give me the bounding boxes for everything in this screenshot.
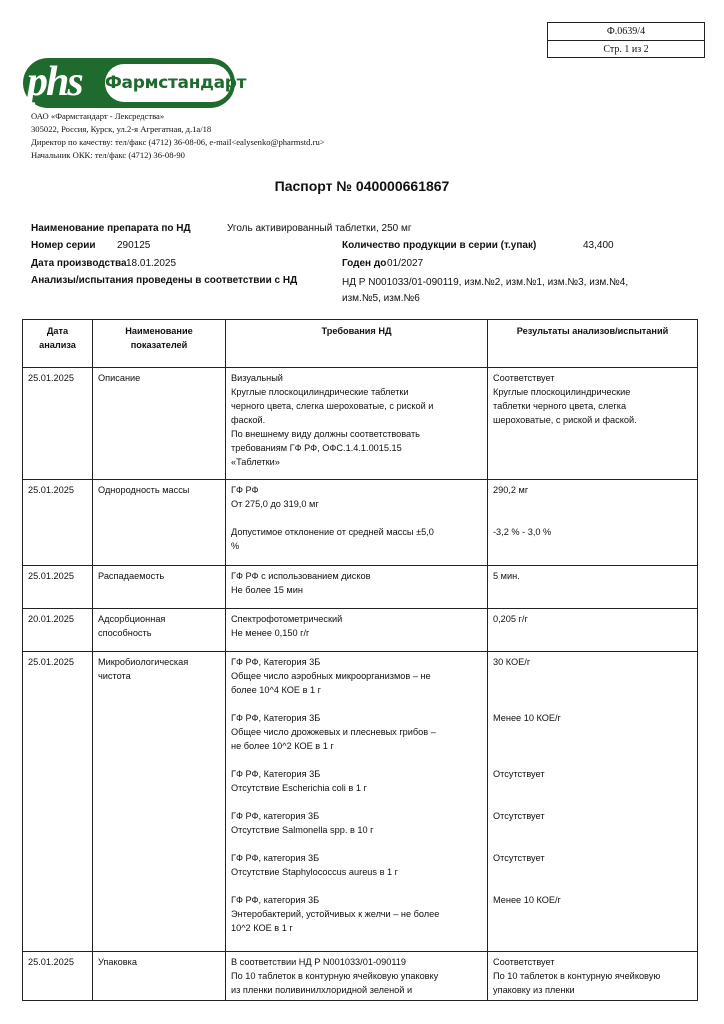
qc-head-contact: Начальник ОКК: тел/факс (4712) 36-08-90	[31, 150, 185, 160]
nd-reference	[342, 275, 628, 307]
quantity-value: 43,400	[583, 240, 614, 251]
col-date: Дата анализа	[23, 320, 93, 368]
requirement: ГФ РФ, Категория 3Б Общее число аэробных микроорганизмов – не более 10^4 КОЕ в 1 г ГФ РФ, Категория 3Б Общее число дрожжевых и плесневых грибов – не более 10^2 КОЕ в 1 г ГФ РФ, Категория 3Б Отсутствие Escherichia coli в 1 г ГФ РФ, категория 3Б Отсутствие Salmonella spp. в 10 г ГФ РФ, категория 3Б Отсутствие Staphylococcus aureus в 1 г ГФ РФ, категория 3Б Энтеробактерий, устойчивых к желчи – не более 10^2 КОЕ в 1 г	[226, 652, 488, 952]
indicator-name: Описание	[93, 368, 226, 480]
drug-name-value: Уголь активированный таблетки, 250 мг	[227, 223, 412, 234]
form-code: Ф.0639/4	[548, 23, 704, 41]
logo-name: Фармстандарт	[105, 64, 231, 102]
requirement: Визуальный Круглые плоскоцилиндрические таблетки черного цвета, слегка шероховатые, с риской и фаской. По внешнему виду должны соответствовать требованиям ГФ РФ, ОФС.1.4.1.0015.15 «Таблетки»	[226, 368, 488, 480]
analysis-date: 25.01.2025	[23, 480, 93, 566]
tests-basis-label: Анализы/испытания проведены в соответствии с НД	[31, 275, 298, 286]
quantity-label: Количество продукции в серии (т.упак)	[342, 240, 537, 251]
result: Соответствует Круглые плоскоцилиндрические таблетки черного цвета, слегка шероховатые, с риской и фаской.	[488, 368, 698, 480]
drug-name-row	[31, 223, 191, 234]
company-name: ОАО «Фармстандарт - Лексредства»	[31, 111, 165, 121]
series-value: 290125	[117, 240, 151, 251]
indicator-name: Упаковка	[93, 952, 226, 1001]
result: Соответствует По 10 таблеток в контурную ячейковую упаковку из пленки	[488, 952, 698, 1001]
quality-director-contact: Директор по качеству: тел/факс (4712) 36-08-06, e-mail<ealysenko@pharmstd.ru>	[31, 137, 325, 147]
passport-title: Паспорт № 040000661867	[274, 178, 450, 194]
table-row	[23, 609, 698, 652]
table-row	[23, 368, 698, 480]
page-counter: Стр. 1 из 2	[603, 44, 649, 55]
indicator-name: Микробиологическая чистота	[93, 652, 226, 952]
analysis-date: 20.01.2025	[23, 609, 93, 652]
expiry-label: Годен до	[342, 258, 387, 269]
analysis-table	[22, 319, 698, 1001]
result: 0,205 г/г	[488, 609, 698, 652]
analysis-date: 25.01.2025	[23, 566, 93, 609]
indicator-name: Однородность массы	[93, 480, 226, 566]
company-logo	[23, 58, 247, 108]
production-date-value: 18.01.2025	[126, 258, 177, 269]
analysis-date: 25.01.2025	[23, 652, 93, 952]
company-address: 305022, Россия, Курск, ул.2-я Агрегатная, д.1а/18	[31, 124, 212, 134]
indicator-name: Адсорбционная способность	[93, 609, 226, 652]
company-details	[31, 110, 325, 162]
requirement: В соответствии НД Р N001033/01-090119 По 10 таблеток в контурную ячейковую упаковку из пленки поливинилхлоридной зеленой и	[226, 952, 488, 1001]
analysis-date: 25.01.2025	[23, 368, 93, 480]
requirement: ГФ РФ с использованием дисков Не более 15 мин	[226, 566, 488, 609]
expiry-value: 01/2027	[387, 258, 424, 269]
col-results: Результаты анализов/испытаний	[488, 320, 698, 368]
requirement: ГФ РФ От 275,0 до 319,0 мг Допустимое отклонение от средней массы ±5,0 %	[226, 480, 488, 566]
table-row	[23, 652, 698, 952]
indicator-name: Распадаемость	[93, 566, 226, 609]
table-row	[23, 480, 698, 566]
table-row	[23, 952, 698, 1001]
series-label: Номер серии	[31, 240, 96, 251]
nd-line-2: изм.№5, изм.№6	[342, 293, 420, 304]
result: 30 КОЕ/г Менее 10 КОЕ/г Отсутствует Отсутствует Отсутствует Менее 10 КОЕ/г	[488, 652, 698, 952]
requirement: Спектрофотометрический Не менее 0,150 г/г	[226, 609, 488, 652]
drug-name-label: Наименование препарата по НД	[31, 223, 191, 234]
table-header	[23, 320, 698, 368]
nd-line-1: НД Р N001033/01-090119, изм.№2, изм.№1, изм.№3, изм.№4,	[342, 277, 629, 288]
result: 290,2 мг -3,2 % - 3,0 %	[488, 480, 698, 566]
result: 5 мин.	[488, 566, 698, 609]
form-number-box	[547, 22, 705, 58]
analysis-date: 25.01.2025	[23, 952, 93, 1001]
col-indicator: Наименование показателей	[93, 320, 226, 368]
col-requirements: Требования НД	[226, 320, 488, 368]
logo-mark: phs	[27, 59, 82, 105]
production-date-label: Дата производства	[31, 258, 127, 269]
table-row	[23, 566, 698, 609]
